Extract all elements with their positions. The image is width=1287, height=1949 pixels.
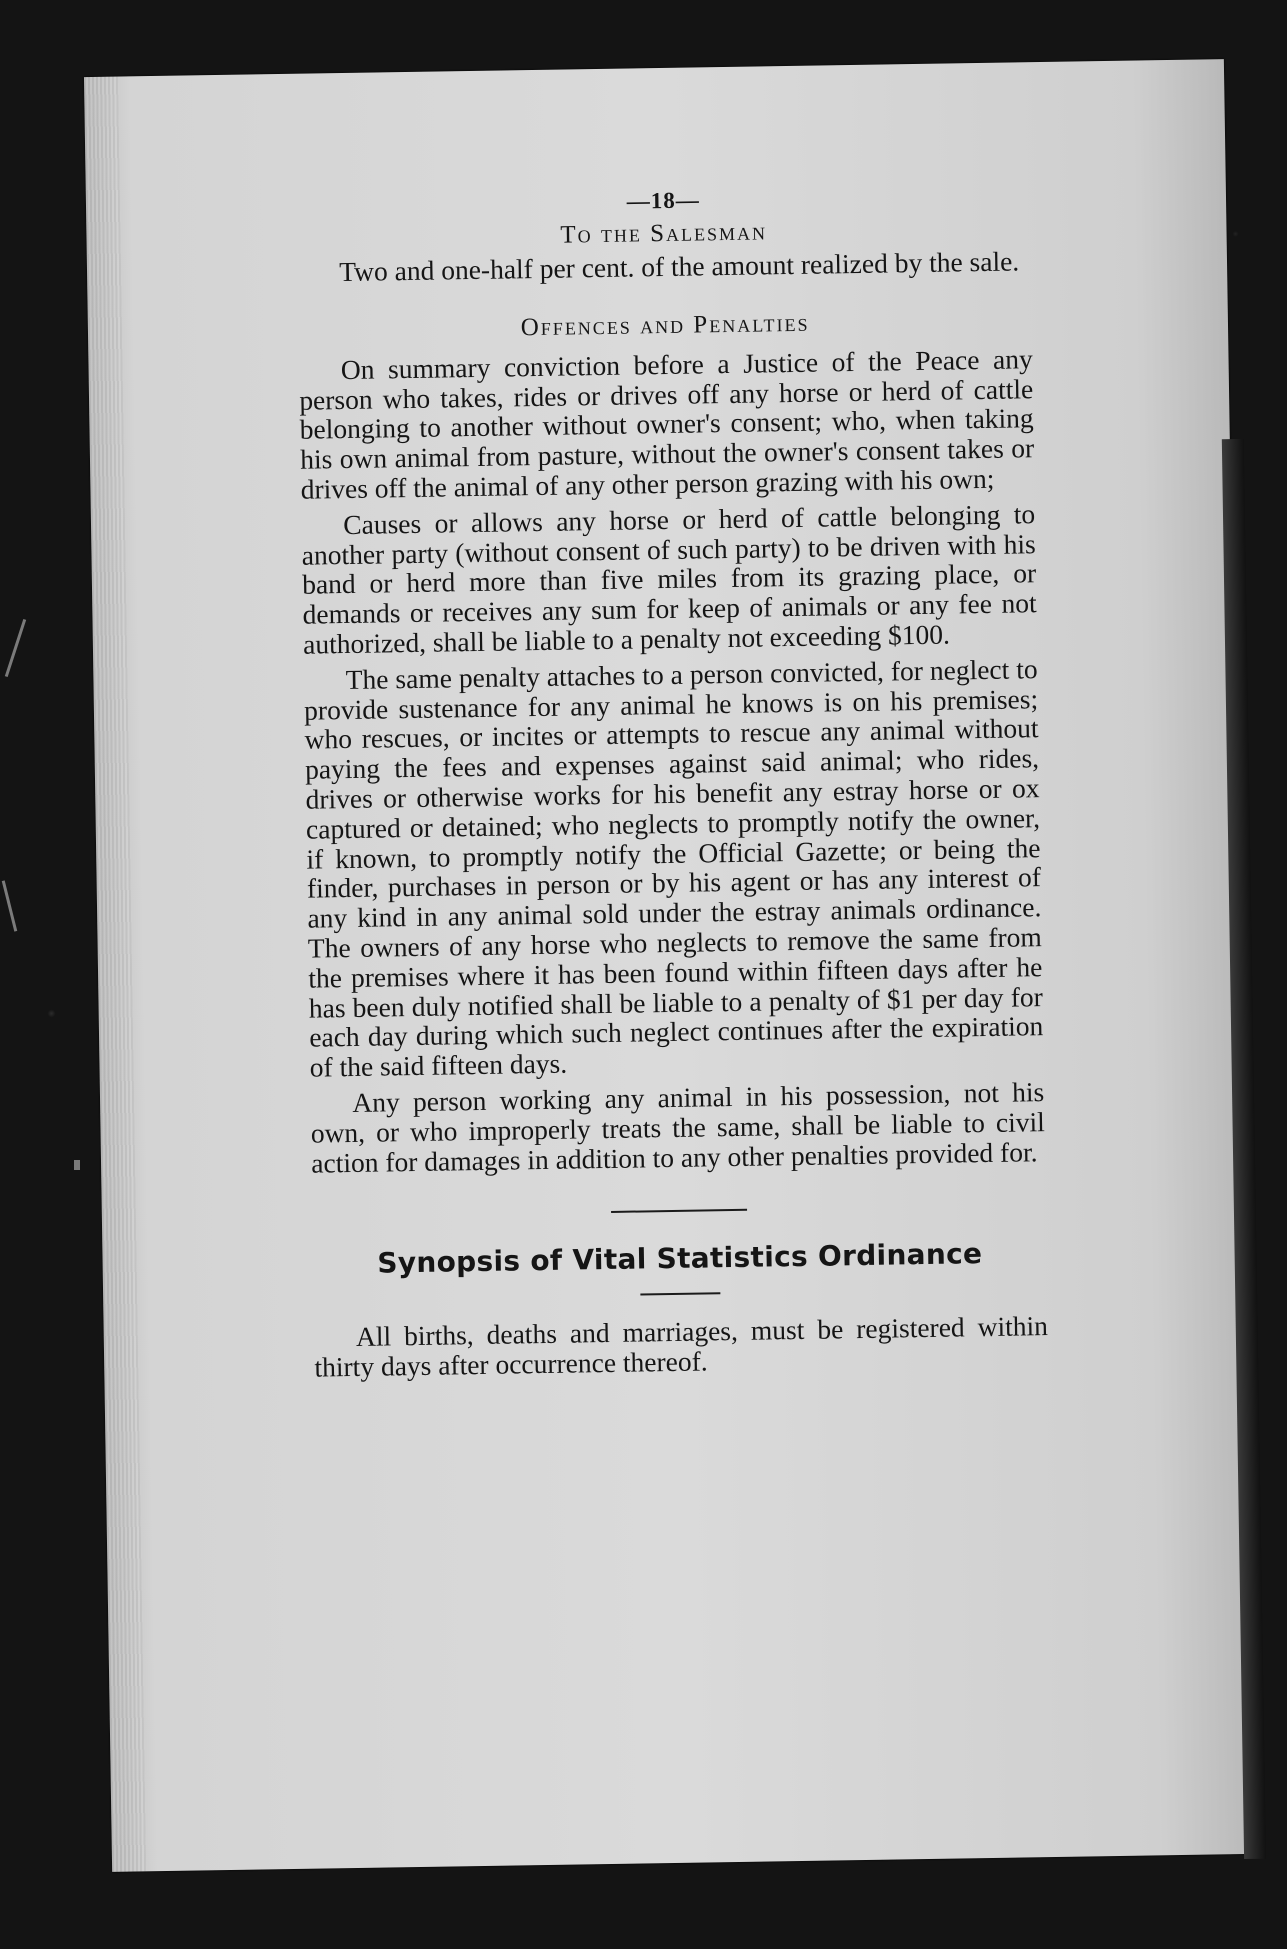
film-scratch xyxy=(74,1160,80,1170)
salesman-heading: To the Salesman xyxy=(560,218,768,249)
offences-paragraph: Any person working any animal in his possession, not his own, or who improperly treats the same, shall be liable to civil action for damages in addition to any other penalties provided for. xyxy=(310,1076,1045,1179)
page-text xyxy=(296,182,1049,1382)
section-divider xyxy=(611,1209,747,1213)
synopsis-paragraph: All births, deaths and marriages, must be registered within thirty days after occurrence thereof. xyxy=(314,1310,1049,1383)
offences-heading: Offences and Penalties xyxy=(520,309,810,342)
offences-paragraph: On summary conviction before a Justice of the Peace any person who takes, rides or drives off any horse or herd of cattle belonging to another without owner's consent; who, when taking his own animal from pasture, without the owner's consent takes or drives off the animal of any other person grazing with his own; xyxy=(299,343,1035,505)
page-number: —18— xyxy=(626,187,700,214)
offences-paragraph: Causes or allows any horse or herd of cattle belonging to another party (without consent of such party) to be driven with his band or herd more than five miles from its grazing place, or demands or receives any sum for keep of animals or any fee not authorized, shall be liable to a penalty not exceeding $100. xyxy=(301,497,1037,660)
offences-paragraph: The same penalty attaches to a person convicted, for neglect to provide sustenance for any animal he knows is on his premises; who rescues, or incites or attempts to rescue any animal without paying the fees and expenses against said animal; who rides, drives or otherwise works for his benefit any estray horse or ox captured or detained; who neglects to promptly notify the owner, if known, to promptly notify the Official Gazette; or being the finder, purchases in person or by his agent or has any interest of any kind in any animal sold under the estray animals ordinance. The owners of any horse who neglects to remove the same from the premises where it has been found within fifteen days after he has been duly notified shall be liable to a penalty of $1 per day for each day during which such neglect continues after the expiration of the said fifteen days. xyxy=(303,652,1044,1083)
salesman-paragraph: Two and one-half per cent. of the amount realized by the sale. xyxy=(339,245,1020,288)
synopsis-title: Synopsis of Vital Statistics Ordinance xyxy=(377,1237,983,1280)
title-underline xyxy=(640,1293,720,1296)
